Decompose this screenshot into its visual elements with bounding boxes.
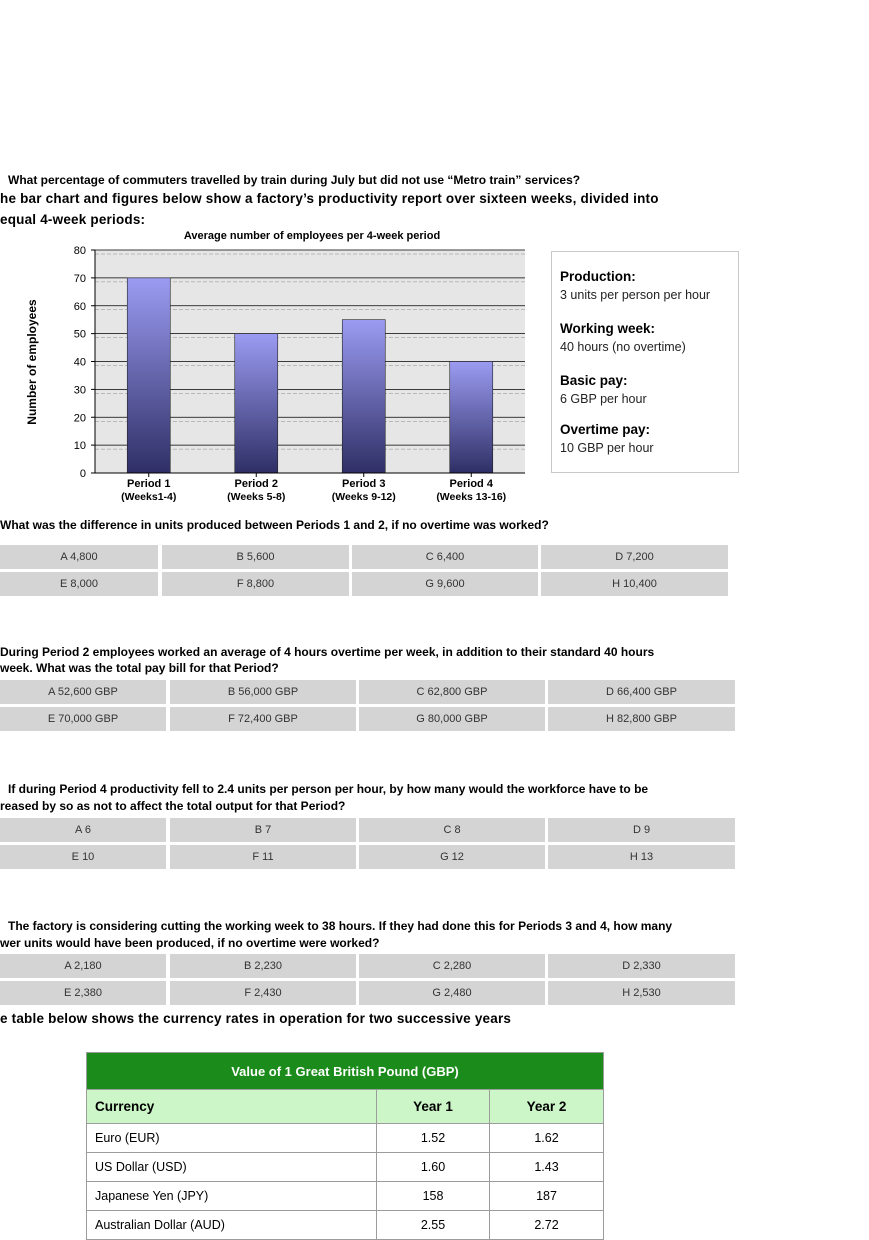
x-tick-sublabel: (Weeks 9-12) (331, 491, 396, 503)
production-info-box (551, 251, 739, 473)
x-tick-sublabel: (Weeks 5-8) (227, 491, 286, 503)
q2-option-b[interactable]: B 56,000 GBP (170, 680, 356, 706)
q2-option-d[interactable]: D 66,400 GBP (548, 680, 735, 706)
q4-option-g[interactable]: G 2,480 (359, 981, 545, 1007)
q4-option-d[interactable]: D 2,330 (548, 954, 735, 980)
q3-option-g[interactable]: G 12 (359, 845, 545, 871)
y-tick-label: 30 (73, 384, 86, 397)
q3-option-h[interactable]: H 13 (548, 845, 735, 871)
table-row (87, 1153, 604, 1182)
question-1-row-1 (0, 545, 730, 571)
bar-period-4 (450, 362, 493, 474)
table-row (87, 1182, 604, 1211)
y-tick-label: 40 (73, 356, 86, 369)
bar-period-2 (235, 334, 278, 473)
q1-option-g[interactable]: G 9,600 (352, 572, 538, 598)
y-tick-label: 0 (79, 468, 86, 480)
currency-name-cell: Australian Dollar (AUD) (87, 1211, 377, 1240)
year-2-rate-cell: 1.43 (490, 1153, 604, 1182)
y-tick-label: 60 (73, 300, 86, 313)
q3-option-a[interactable]: A 6 (0, 818, 166, 844)
production-value: 3 units per person per hour (560, 288, 711, 302)
year-2-rate-cell: 187 (490, 1182, 604, 1211)
question-3-row-2 (0, 845, 736, 871)
year-2-rate-cell: 1.62 (490, 1124, 604, 1153)
question-2-text-line-1: During Period 2 employees worked an average of 4 hours overtime per week, in addition to their standard 40 hours (0, 645, 655, 659)
basic-pay-value: 6 GBP per hour (560, 392, 647, 406)
working-week-label: Working week: (560, 321, 656, 336)
x-tick-sublabel: (Weeks 13-16) (436, 491, 507, 503)
q3-option-e[interactable]: E 10 (0, 845, 166, 871)
q4-option-h[interactable]: H 2,530 (548, 981, 735, 1007)
x-tick-label: Period 4 (449, 478, 493, 490)
intro-line-1: he bar chart and figures below show a factory’s productivity report over sixteen weeks, divided into (0, 191, 659, 206)
q3-option-d[interactable]: D 9 (548, 818, 735, 844)
production-label: Production: (560, 269, 636, 284)
question-4-text-line-2: wer units would have been produced, if no overtime were worked? (0, 936, 380, 950)
q2-option-e[interactable]: E 70,000 GBP (0, 707, 166, 733)
question-3-row-1 (0, 818, 736, 844)
year-1-rate-cell: 158 (377, 1182, 490, 1211)
question-2-text-line-2: week. What was the total pay bill for that Period? (0, 661, 279, 675)
intro-line-2: equal 4-week periods: (0, 212, 146, 227)
q4-option-f[interactable]: F 2,430 (170, 981, 356, 1007)
overtime-pay-value: 10 GBP per hour (560, 441, 654, 455)
year-1-rate-cell: 1.60 (377, 1153, 490, 1182)
chart-title: Average number of employees per 4-week period (183, 230, 441, 242)
question-3-text-line-1: If during Period 4 productivity fell to 2.4 units per person per hour, by how many would the workforce have to be (8, 782, 649, 796)
question-4-text-line-1: The factory is considering cutting the working week to 38 hours. If they had done this for Periods 3 and 4, how many (8, 919, 673, 933)
x-tick-label: Period 2 (234, 478, 278, 490)
prev-question: What percentage of commuters travelled by train during July but did not use “Metro train” services? (8, 173, 581, 187)
y-axis-label: Number of employees (25, 299, 39, 425)
y-tick-label: 50 (73, 328, 86, 341)
question-2-row-1 (0, 680, 736, 706)
table-row (87, 1211, 604, 1240)
q2-option-f[interactable]: F 72,400 GBP (170, 707, 356, 733)
q3-option-f[interactable]: F 11 (170, 845, 356, 871)
table-row (87, 1124, 604, 1153)
year-1-rate-cell: 2.55 (377, 1211, 490, 1240)
question-1-text: What was the difference in units produced between Periods 1 and 2, if no overtime was worked? (0, 518, 549, 532)
q4-option-e[interactable]: E 2,380 (0, 981, 166, 1007)
q1-option-a[interactable]: A 4,800 (0, 545, 158, 571)
currency-table-title: Value of 1 Great British Pound (GBP) (87, 1053, 604, 1090)
y-tick-label: 20 (73, 412, 86, 425)
q1-option-c[interactable]: C 6,400 (352, 545, 538, 571)
y-tick-label: 70 (73, 272, 86, 285)
q1-option-e[interactable]: E 8,000 (0, 572, 158, 598)
q1-option-d[interactable]: D 7,200 (541, 545, 728, 571)
q2-option-g[interactable]: G 80,000 GBP (359, 707, 545, 733)
currency-name-cell: US Dollar (USD) (87, 1153, 377, 1182)
q3-option-c[interactable]: C 8 (359, 818, 545, 844)
question-4-row-1 (0, 954, 736, 980)
q2-option-h[interactable]: H 82,800 GBP (548, 707, 735, 733)
table-intro-text: e table below shows the currency rates in operation for two successive years (0, 1011, 512, 1026)
x-tick-label: Period 1 (127, 478, 171, 490)
q1-option-b[interactable]: B 5,600 (162, 545, 349, 571)
currency-rates-table (86, 1052, 604, 1240)
q4-option-c[interactable]: C 2,280 (359, 954, 545, 980)
year-2-rate-cell: 2.72 (490, 1211, 604, 1240)
y-tick-label: 10 (73, 440, 86, 453)
q4-option-a[interactable]: A 2,180 (0, 954, 166, 980)
q3-option-b[interactable]: B 7 (170, 818, 356, 844)
currency-name-cell: Euro (EUR) (87, 1124, 377, 1153)
question-3-text-line-2: reased by so as not to affect the total output for that Period? (0, 799, 346, 813)
x-tick-sublabel: (Weeks1-4) (121, 491, 177, 503)
bar-period-1 (127, 278, 170, 473)
q4-option-b[interactable]: B 2,230 (170, 954, 356, 980)
basic-pay-label: Basic pay: (560, 373, 628, 388)
bar-period-3 (342, 320, 385, 473)
x-tick-label: Period 3 (342, 478, 386, 490)
employees-bar-chart (0, 222, 545, 512)
q2-option-c[interactable]: C 62,800 GBP (359, 680, 545, 706)
q1-option-h[interactable]: H 10,400 (541, 572, 728, 598)
overtime-pay-label: Overtime pay: (560, 422, 651, 437)
y-tick-label: 80 (73, 245, 86, 257)
year-1-rate-cell: 1.52 (377, 1124, 490, 1153)
question-4-row-2 (0, 981, 736, 1007)
q2-option-a[interactable]: A 52,600 GBP (0, 680, 166, 706)
currency-column-header: Currency (87, 1090, 377, 1124)
currency-name-cell: Japanese Yen (JPY) (87, 1182, 377, 1211)
year-2-column-header: Year 2 (490, 1090, 604, 1124)
question-1-row-2 (0, 572, 730, 598)
year-1-column-header: Year 1 (377, 1090, 490, 1124)
question-2-row-2 (0, 707, 736, 733)
q1-option-f[interactable]: F 8,800 (162, 572, 349, 598)
working-week-value: 40 hours (no overtime) (560, 340, 686, 354)
